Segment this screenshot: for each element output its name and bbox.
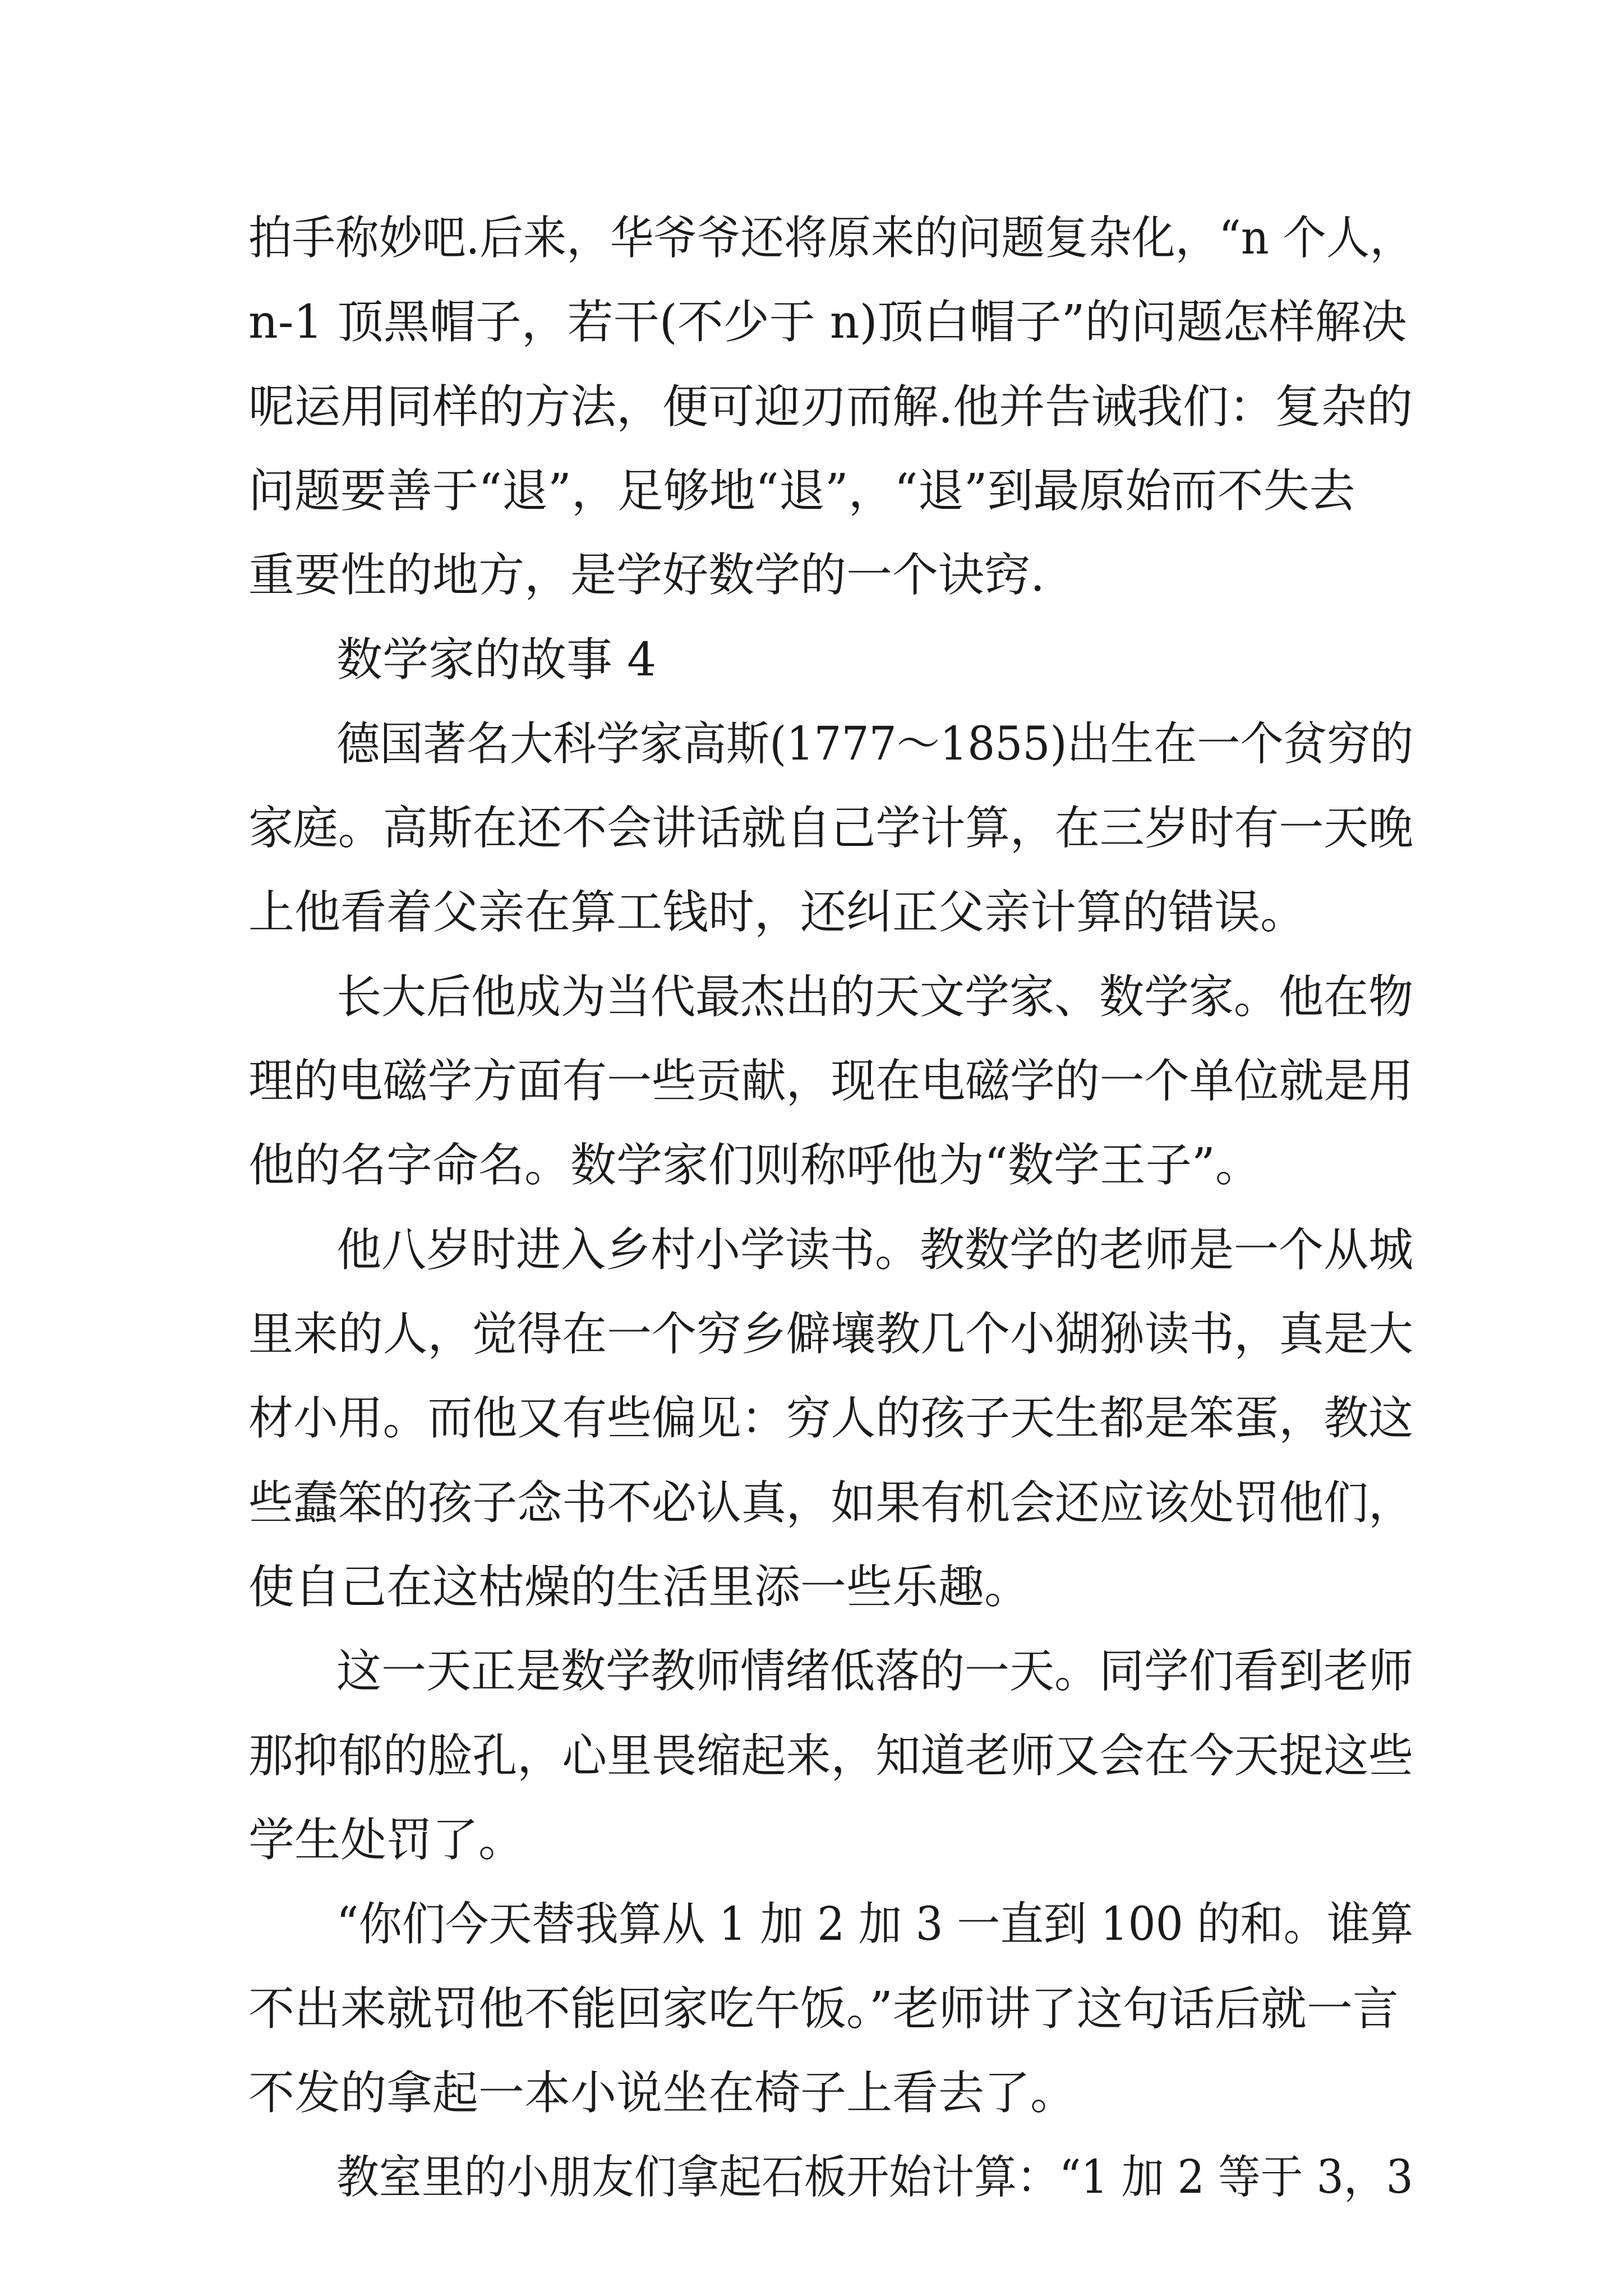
- text-line: 使自己在这枯燥的生活里添一些乐趣。: [248, 1561, 1031, 1614]
- text-line: 材小用。而他又有些偏见：穷人的孩子天生都是笨蛋，教这: [248, 1392, 1414, 1445]
- text-line: 学生处罚了。: [248, 1814, 525, 1867]
- text-line: 家庭。高斯在还不会讲话就自己学计算，在三岁时有一天晚: [248, 802, 1414, 855]
- text-line: 呢运用同样的方法，便可迎刃而解.他并告诫我们：复杂的: [248, 380, 1413, 434]
- text-line: 问题要善于“退”，足够地“退”，“退”到最原始而不失去: [248, 464, 1355, 518]
- text-line: 那抑郁的脸孔，心里畏缩起来，知道老师又会在今天捉这些: [248, 1729, 1414, 1783]
- text-line: 长大后他成为当代最杰出的天文学家、数学家。他在物: [336, 970, 1413, 1024]
- text-line: 上他看着父亲在算工钱时，还纠正父亲计算的错误。: [248, 886, 1307, 939]
- section-heading: 数学家的故事 4: [336, 633, 657, 687]
- text-line: 些蠢笨的孩子念书不必认真，如果有机会还应该处罚他们，: [248, 1476, 1414, 1530]
- text-line: “你们今天替我算从 1 加 2 加 3 一直到 100 的和。谁算: [336, 1898, 1414, 1951]
- text-line: 德国著名大科学家高斯(1777～1855)出生在一个贫穷的: [336, 717, 1414, 771]
- text-line: 里来的人，觉得在一个穷乡僻壤教几个小猢狲读书，真是大: [248, 1308, 1414, 1361]
- text-line: 这一天正是数学教师情绪低落的一天。同学们看到老师: [336, 1645, 1413, 1698]
- text-line: 不发的拿起一本小说坐在椅子上看去了。: [248, 2067, 1077, 2120]
- text-line: 拍手称妙吧.后来，华爷爷还将原来的问题复杂化，“n 个人，: [248, 211, 1413, 265]
- text-line: 重要性的地方，是学好数学的一个诀窍.: [248, 549, 1045, 602]
- text-line: 教室里的小朋友们拿起石板开始计算：“1 加 2 等于 3，3: [336, 2151, 1413, 2204]
- text-line: 他的名字命名。数学家们则称呼他为“数学王子”。: [248, 1139, 1261, 1192]
- text-line: n-1 顶黑帽子，若干(不少于 n)顶白帽子”的问题怎样解决: [248, 296, 1407, 349]
- text-line: 不出来就罚他不能回家吃午饭。”老师讲了这句话后就一言: [248, 1982, 1399, 2036]
- text-line: 理的电磁学方面有一些贡献，现在电磁学的一个单位就是用: [248, 1055, 1414, 1108]
- text-line: 他八岁时进入乡村小学读书。教数学的老师是一个从城: [336, 1223, 1413, 1277]
